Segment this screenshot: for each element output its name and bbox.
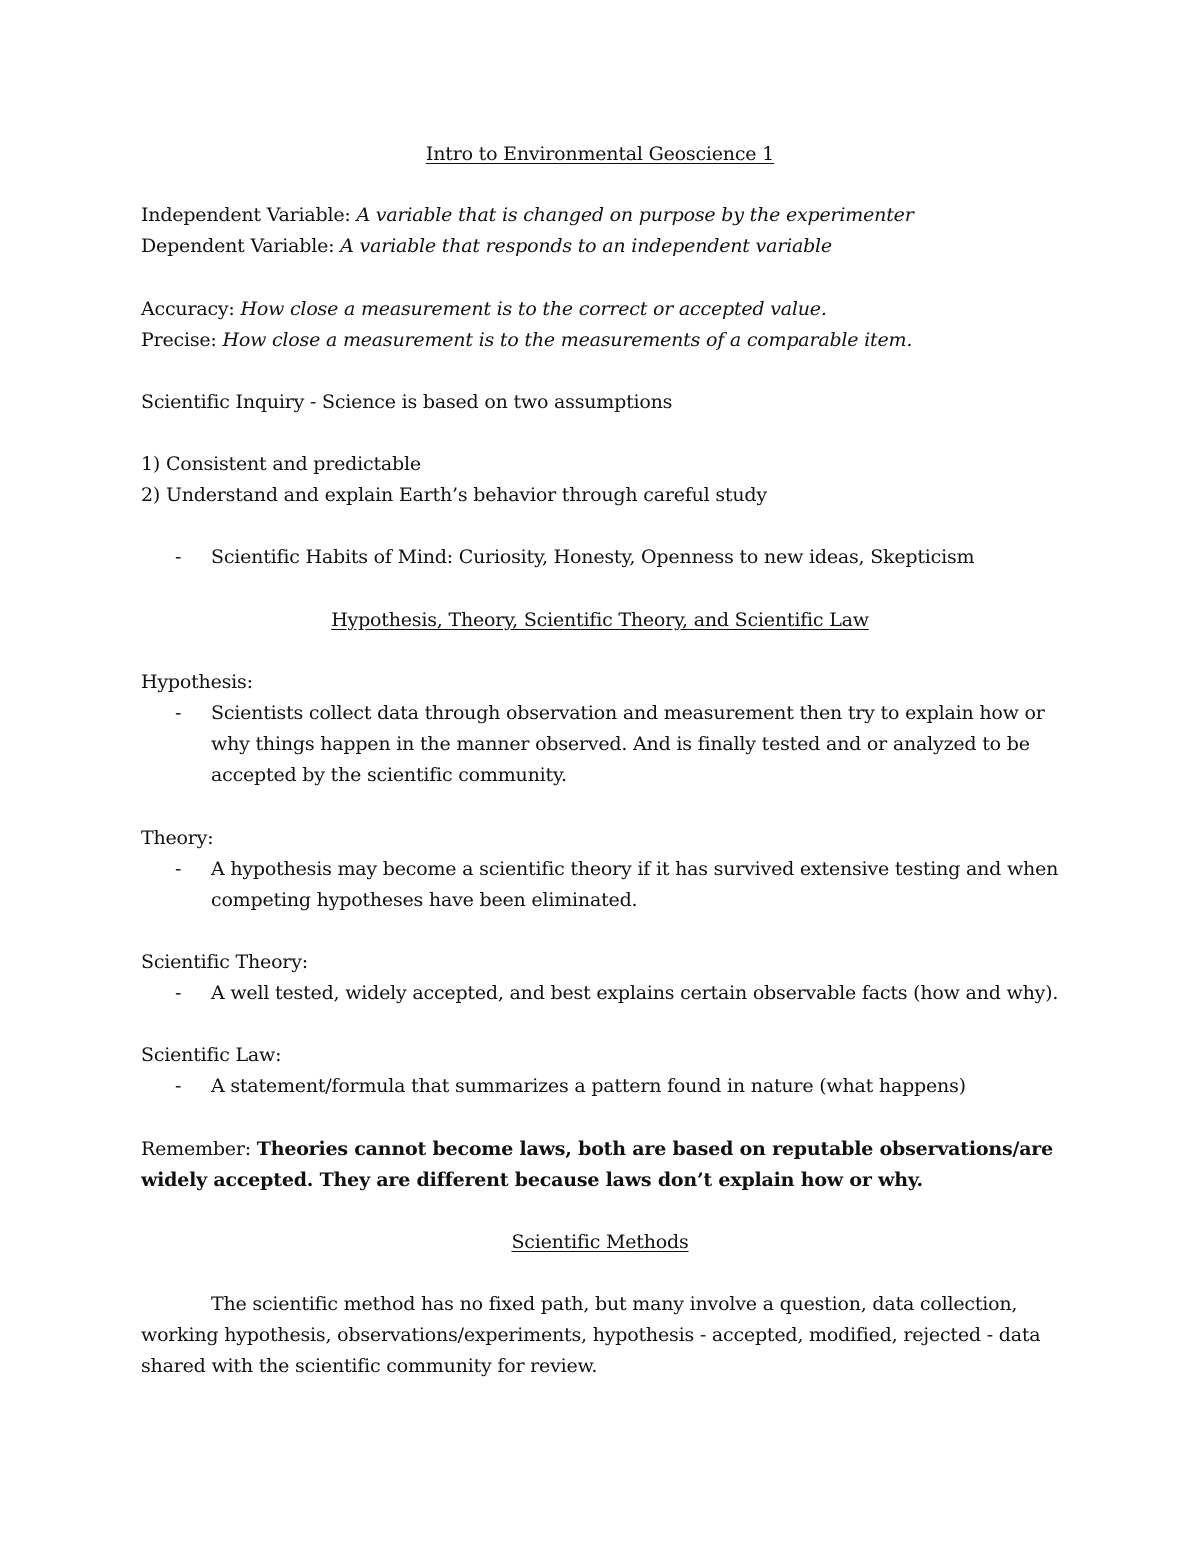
document-title: Intro to Environmental Geoscience 1 <box>425 143 775 165</box>
hypothesis-text-line-3: accepted by the scientific community. <box>211 764 567 786</box>
methods-paragraph-line-2: working hypothesis, observations/experiments, hypothesis - accepted, modified, rejected - data <box>141 1324 1041 1346</box>
assumption-item-2: 2) Understand and explain Earth’s behavior through careful study <box>141 484 767 506</box>
hypothesis-label: Hypothesis: <box>141 671 253 693</box>
hypothesis-bullet-dash: - <box>175 702 182 724</box>
scientific-theory-bullet-dash: - <box>175 982 182 1004</box>
methods-paragraph-line-1: The scientific method has no fixed path, but many involve a question, data collection, <box>211 1293 1018 1315</box>
dependent-variable-definition <box>141 231 832 262</box>
assumption-item-1: 1) Consistent and predictable <box>141 453 421 475</box>
precise-definition <box>141 325 912 356</box>
accuracy-definition <box>141 294 827 325</box>
section-heading: Hypothesis, Theory, Scientific Theory, and Scientific Law <box>331 609 869 631</box>
remember-bold-text-1: Theories cannot become laws, both are based on reputable observations/are <box>256 1138 1054 1160</box>
independent-variable-definition <box>141 200 914 231</box>
scientific-law-text: A statement/formula that summarizes a pattern found in nature (what happens) <box>211 1075 966 1097</box>
hypothesis-text-line-1: Scientists collect data through observation and measurement then try to explain how or <box>211 702 1045 724</box>
methods-paragraph-line-3: shared with the scientific community for review. <box>141 1355 598 1377</box>
theory-text-line-1: A hypothesis may become a scientific theory if it has survived extensive testing and when <box>211 858 1059 880</box>
scientific-methods-heading: Scientific Methods <box>511 1231 689 1253</box>
habits-bullet-dash: - <box>175 546 182 568</box>
scientific-theory-text: A well tested, widely accepted, and best explains certain observable facts (how and why). <box>211 982 1059 1004</box>
hypothesis-text-line-2: why things happen in the manner observed. And is finally tested and or analyzed to be <box>211 733 1030 755</box>
dependent-variable-text: A variable that responds to an independent variable <box>340 235 832 257</box>
habits-of-mind-text: Scientific Habits of Mind: Curiosity, Honesty, Openness to new ideas, Skepticism <box>211 546 975 568</box>
scientific-law-bullet-dash: - <box>175 1075 182 1097</box>
precise-text: How close a measurement is to the measurements of a comparable item. <box>222 329 913 351</box>
theory-text-line-2: competing hypotheses have been eliminated. <box>211 889 638 911</box>
scientific-inquiry-heading: Scientific Inquiry - Science is based on two assumptions <box>141 391 673 413</box>
accuracy-term: Accuracy: <box>141 298 235 320</box>
independent-variable-text: A variable that is changed on purpose by the experimenter <box>356 204 914 226</box>
precise-term: Precise: <box>141 329 217 351</box>
theory-label: Theory: <box>141 827 214 849</box>
remember-label: Remember: <box>141 1138 251 1160</box>
dependent-variable-term: Dependent Variable: <box>141 235 335 257</box>
remember-line-1 <box>141 1134 1053 1165</box>
accuracy-text: How close a measurement is to the correct or accepted value. <box>240 298 827 320</box>
theory-bullet-dash: - <box>175 858 182 880</box>
scientific-law-label: Scientific Law: <box>141 1044 282 1066</box>
independent-variable-term: Independent Variable: <box>141 204 351 226</box>
remember-bold-text-2: widely accepted. They are different because laws don’t explain how or why. <box>141 1169 923 1191</box>
scientific-theory-label: Scientific Theory: <box>141 951 308 973</box>
